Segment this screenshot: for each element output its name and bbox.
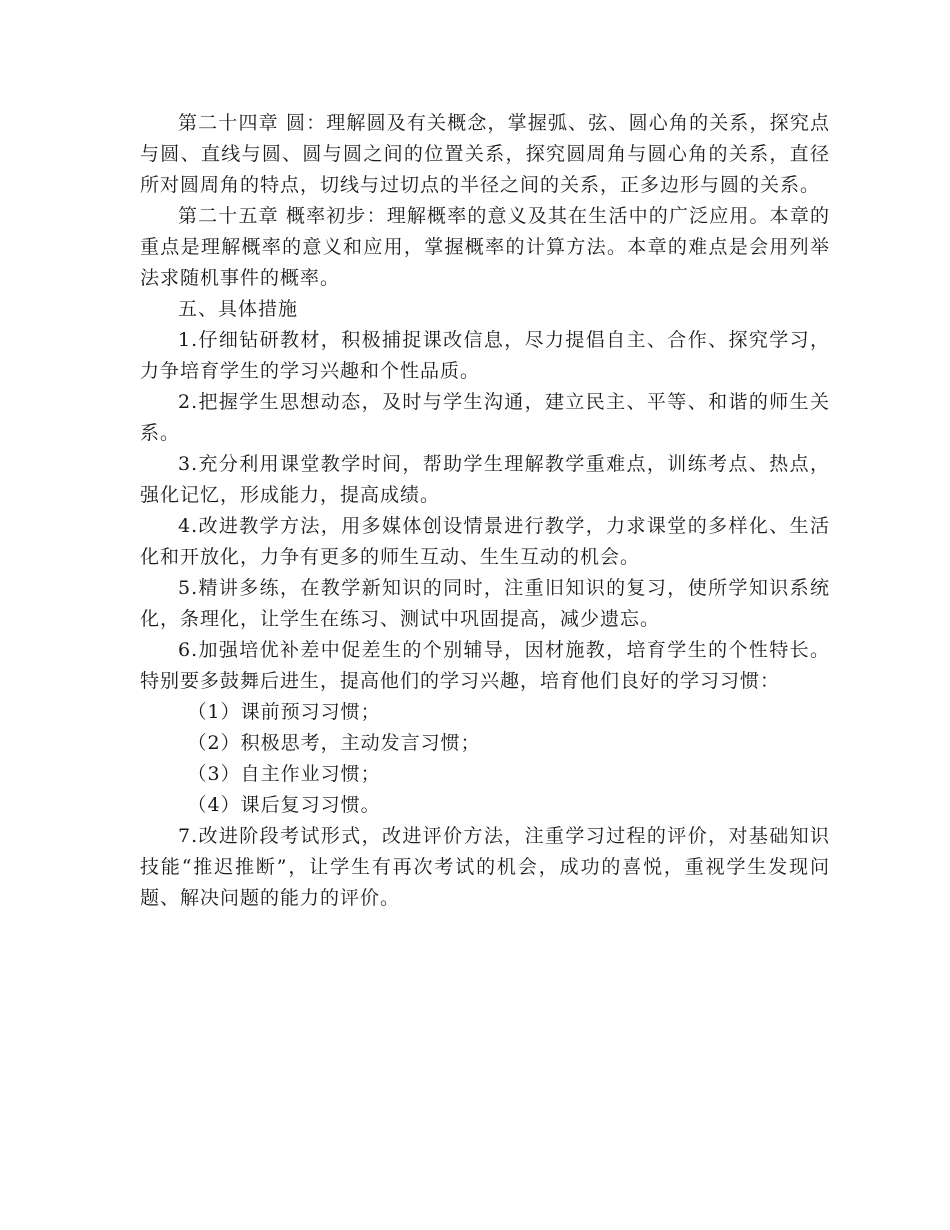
document-body	[140, 108, 830, 914]
measure-item-5: 5.精讲多练，在教学新知识的同时，注重旧知识的复习，使所学知识系统化，条理化，让学生在练习、测试中巩固提高，减少遗忘。	[140, 577, 830, 630]
measure-item-3: 3.充分利用课堂教学时间，帮助学生理解教学重难点，训练考点、热点，强化记忆，形成能力，提高成绩。	[140, 453, 830, 506]
measure-item-4: 4.改进教学方法，用多媒体创设情景进行教学，力求课堂的多样化、生活化和开放化，力争有更多的师生互动、生生互动的机会。	[140, 515, 830, 568]
habit-item-1: （1）课前预习习惯；	[187, 701, 381, 723]
paragraph-chapter-24: 第二十四章 圆：理解圆及有关概念，掌握弧、弦、圆心角的关系，探究点与圆、直线与圆、圆与圆之间的位置关系，探究圆周角与圆心角的关系，直径所对圆周角的特点，切线与过切点的半径之间的关系，正多边形与圆的关系。	[140, 112, 830, 196]
measure-item-1: 1.仔细钻研教材，积极捕捉课改信息，尽力提倡自主、合作、探究学习，力争培育学生的学习兴趣和个性品质。	[140, 329, 830, 382]
measure-item-7: 7.改进阶段考试形式，改进评价方法，注重学习过程的评价，对基础知识技能“推迟推断”，让学生有再次考试的机会，成功的喜悦，重视学生发现问题、解决问题的能力的评价。	[140, 825, 830, 909]
section-heading-measures: 五、具体措施	[178, 298, 299, 320]
habit-item-3: （3）自主作业习惯；	[187, 763, 381, 785]
paragraph-chapter-25: 第二十五章 概率初步：理解概率的意义及其在生活中的广泛应用。本章的重点是理解概率的意义和应用，掌握概率的计算方法。本章的难点是会用列举法求随机事件的概率。	[140, 205, 830, 289]
measure-item-2: 2.把握学生思想动态，及时与学生沟通，建立民主、平等、和谐的师生关系。	[140, 391, 830, 444]
habit-item-2: （2）积极思考，主动发言习惯；	[187, 732, 481, 754]
measure-item-6: 6.加强培优补差中促差生的个别辅导，因材施教，培育学生的个性特长。特别要多鼓舞后进生，提高他们的学习兴趣，培育他们良好的学习习惯：	[140, 639, 830, 692]
habit-item-4: （4）课后复习习惯。	[187, 794, 381, 816]
